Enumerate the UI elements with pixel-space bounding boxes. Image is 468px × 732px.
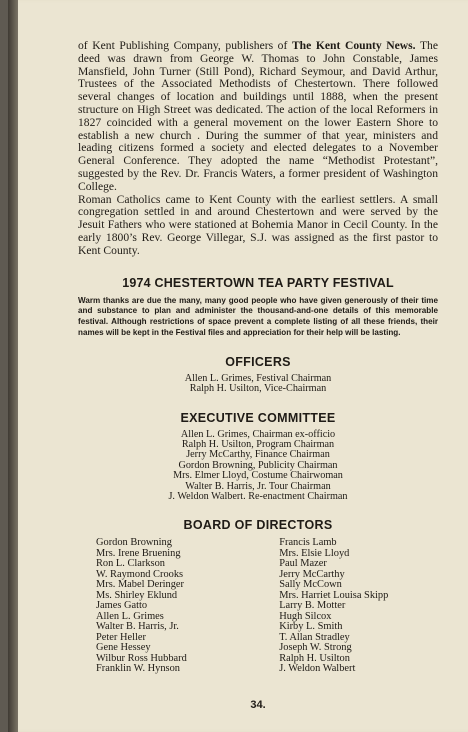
board-member: Mrs. Irene Bruening: [96, 547, 181, 559]
paragraph-text: The deed was drawn from George W. Thomas to John Constable, James Mansfield, John Turner (Still Pond), Richard Seymour, and David Arthur, Trustees of the Associated Methodists of Chestertown. There followed several changes of location and buildings until 1888, when the present structure on High Street was dedicated. The action of the local Reformers in 1827 coincided with a general movement on the lower Eastern Shore to establish a new church . During the summer of that year, ministers and leading citizens formed a society and elected delegates to a November General Conference. They adopted the name “Methodist Protestant”, suggested by the Rev. Dr. Francis Waters, a former president of Washington College.: [78, 39, 438, 193]
executive-committee-list: [78, 430, 438, 503]
board-member: Gene Hessey: [96, 642, 151, 654]
committee-entry: Walter B. Harris, Jr. Tour Chairman: [185, 480, 331, 492]
board-member: Peter Heller: [96, 631, 146, 643]
board-columns: [78, 538, 438, 675]
board-member: Gordon Browning: [96, 537, 172, 549]
board-member: Wilbur Ross Hubbard: [96, 652, 187, 664]
board-member: Ron L. Clarkson: [96, 558, 165, 570]
officer-entry: Allen L. Grimes, Festival Chairman: [184, 372, 332, 384]
committee-entry: J. Weldon Walbert. Re-enactment Chairman: [168, 490, 348, 502]
board-member: Hugh Silcox: [279, 610, 332, 622]
officers-list: [78, 374, 438, 395]
board-member: Mrs. Harriet Louisa Skipp: [279, 589, 389, 601]
board-column-left: [78, 538, 251, 675]
book-page: [8, 0, 468, 732]
board-member: Mrs. Elsie Lloyd: [279, 547, 350, 559]
board-member: James Gatto: [96, 600, 148, 612]
board-heading: BOARD OF DIRECTORS: [183, 518, 333, 533]
committee-entry: Allen L. Grimes, Chairman ex-officio: [180, 428, 336, 440]
board-member: Francis Lamb: [279, 537, 337, 549]
festival-title: 1974 CHESTERTOWN TEA PARTY FESTIVAL: [122, 275, 394, 290]
committee-entry: Mrs. Elmer Lloyd, Costume Chairwoman: [173, 470, 343, 482]
board-member: Walter B. Harris, Jr.: [96, 621, 179, 633]
board-member: Paul Mazer: [279, 558, 327, 570]
officers-heading: OFFICERS: [225, 354, 291, 369]
board-member: Larry B. Motter: [279, 600, 346, 612]
board-member: Ralph H. Usilton: [279, 652, 350, 664]
thanks-text: Warm thanks are due the many, many good people who have given generously of their time and substance to plan and administer the thousand-and-one details of this memorable festival. Although restrictions of space prevent a complete listing of all these friends, their names will be kept in the Festival files and appreciation for their help will be lasting.: [78, 295, 438, 337]
book-spine-shadow: [8, 0, 18, 732]
committee-entry: Gordon Browning, Publicity Chairman: [178, 459, 338, 471]
board-member: Ms. Shirley Eklund: [96, 589, 178, 601]
officer-entry: Ralph H. Usilton, Vice-Chairman: [189, 383, 327, 395]
page-content: [78, 39, 438, 711]
executive-committee-heading: EXECUTIVE COMMITTEE: [180, 410, 336, 425]
board-member: J. Weldon Walbert: [279, 663, 356, 675]
board-member: Kirby L. Smith: [279, 621, 343, 633]
board-member: Sally McCown: [279, 579, 342, 591]
committee-entry: Ralph H. Usilton, Program Chairman: [181, 438, 335, 450]
committee-entry: Jerry McCarthy, Finance Chairman: [186, 449, 330, 461]
board-member: Mrs. Mabel Deringer: [96, 579, 185, 591]
page-number: 34.: [250, 699, 266, 711]
board-member: Franklin W. Hynson: [96, 663, 180, 675]
paragraph-text: of Kent Publishing Company, publishers of: [78, 39, 292, 52]
body-paragraph-2: Roman Catholics came to Kent County with the earliest settlers. A small congregation settled in and around Chestertown and were served by the Jesuit Fathers who were stationed at Bohemia Manor in Cecil County. In the early 1800’s Rev. George Villegar, S.J. was assigned as the first pastor to Kent County.: [78, 192, 438, 257]
board-member: Allen L. Grimes: [96, 610, 164, 622]
board-member: Jerry McCarthy: [279, 568, 345, 580]
board-column-right: [265, 538, 438, 675]
board-member: Joseph W. Strong: [279, 642, 352, 654]
board-member: W. Raymond Crooks: [96, 568, 184, 580]
newspaper-name: The Kent County News.: [291, 39, 416, 52]
board-member: T. Allan Stradley: [279, 631, 350, 643]
body-paragraph-1: [78, 40, 438, 194]
